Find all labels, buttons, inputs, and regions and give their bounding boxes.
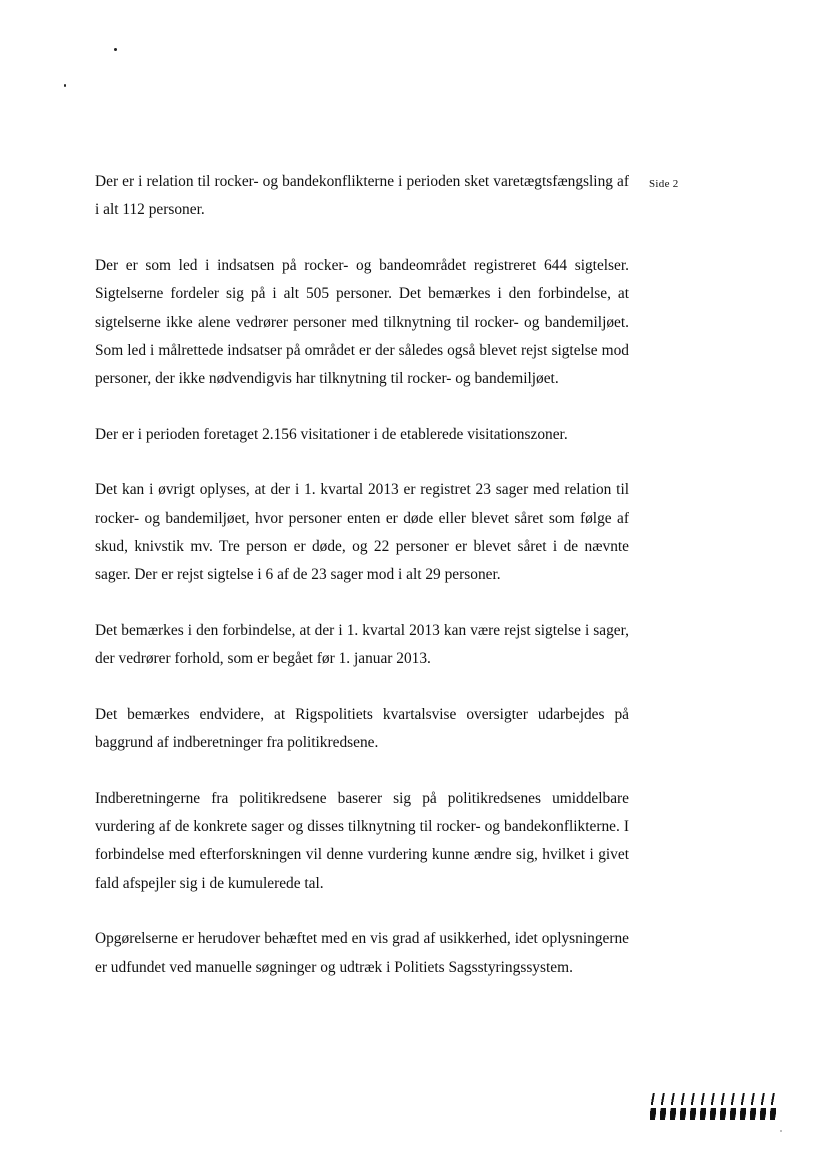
paragraph: Der er som led i indsatsen på rocker- og bandeområdet registreret 644 sigtelser. Sigtelserne fordeler sig på i alt 505 personer. Det bemærkes i den forbindelse, at sigtelserne ikke alene vedrører personer med tilknytning til rocker- og bandemiljøet. Som led i målrettede indsatser på området er der således også blevet rejst sigtelse mod personer, der ikke nødvendigvis har tilknytning til rocker- og bandemiljøet. bbox=[95, 256, 629, 388]
barcode-image bbox=[650, 1093, 780, 1123]
scan-speck bbox=[64, 84, 66, 87]
scan-speck bbox=[780, 1130, 782, 1132]
paragraph: Det kan i øvrigt oplyses, at der i 1. kvartal 2013 er registret 23 sager med relation til rocker- og bandemiljøet, hvor personer enten er døde eller blevet såret som følge af skud, knivstik mv. Tre person er døde, og 22 personer er blevet såret i de nævnte sager. Der er rejst sigtelse i 6 af de 23 sager mod i alt 29 personer. bbox=[95, 481, 629, 584]
document-body bbox=[95, 168, 629, 1009]
paragraph: Det bemærkes endvidere, at Rigspolitiets kvartalsvise oversigter udarbejdes på baggrund af indberetninger fra politikredsene. bbox=[95, 705, 629, 752]
paragraph: Der er i relation til rocker- og bandekonflikterne i perioden sket varetægtsfængsling af i alt 112 personer. bbox=[95, 173, 629, 219]
paragraph: Det bemærkes i den forbindelse, at der i 1. kvartal 2013 kan være rejst sigtelse i sager, der vedrører forhold, som er begået før 1. januar 2013. bbox=[95, 621, 629, 668]
scan-speck bbox=[114, 48, 117, 51]
paragraph: Opgørelserne er herudover behæftet med en vis grad af usikkerhed, idet oplysningerne er udfundet ved manuelle søgninger og udtræk i Politiets Sagsstyringssystem. bbox=[95, 930, 629, 976]
paragraph: Der er i perioden foretaget 2.156 visitationer i de etablerede visitationszoner. bbox=[95, 425, 568, 443]
paragraph: Indberetningerne fra politikredsene baserer sig på politikredsenes umiddelbare vurdering af de konkrete sager og disses tilknytning til rocker- og bandekonflikterne. I forbindelse med efterforskningen vil denne vurdering kunne ændre sig, hvilket i givet fald afspejler sig i de kumulerede tal. bbox=[95, 789, 629, 892]
page-number-label: Side 2 bbox=[649, 178, 679, 190]
